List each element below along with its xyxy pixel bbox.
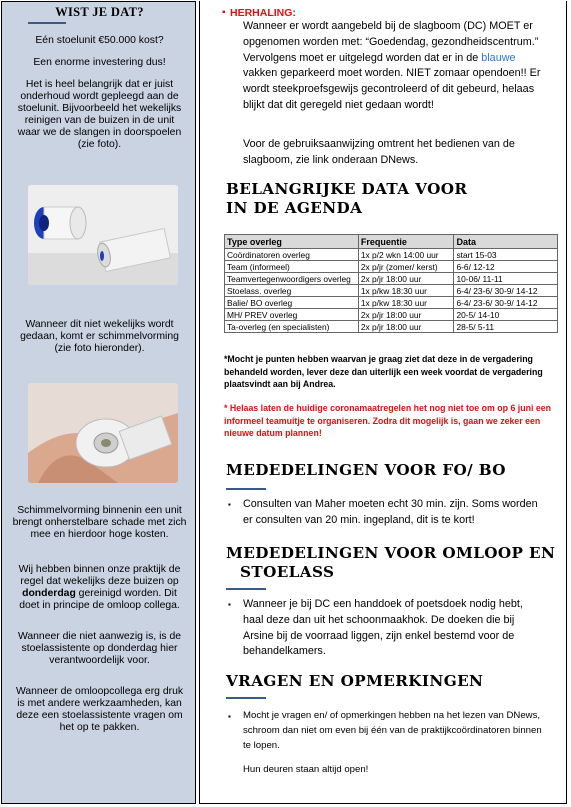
main-frame-right bbox=[566, 1, 567, 804]
sidebar-text-damage: Schimmelvorming binnenin een unit brengt onherstelbare schade met zich mee en hierdoor hoge kosten. bbox=[12, 505, 187, 540]
agenda-note: *Mocht je punten hebben waarvan je graag ziet dat deze in de vergadering behandeld worden, lever deze dan uiterlijk een week voordat de vergadering plaatsvindt aan bij Andrea. bbox=[224, 354, 543, 390]
table-cell: 2x p/jr (zomer/ kerst) bbox=[358, 261, 454, 273]
table-cell: 20-5/ 14-10 bbox=[454, 309, 558, 321]
agenda-table-header bbox=[225, 235, 558, 249]
vragen-bullet: ▪ bbox=[228, 712, 231, 721]
table-cell: Coördinatoren overleg bbox=[225, 249, 359, 261]
herhaling-heading: HERHALING: bbox=[230, 7, 296, 19]
sidebar-text-rule-bold: donderdag bbox=[22, 588, 76, 599]
sidebar-text-cost: Eén stoelunit €50.000 kost? bbox=[35, 35, 164, 46]
sidebar-text-omloop: Wanneer de omloopcollega erg druk is met andere werkzaamheden, kan deze een stoelassistente vragen om het op te pakken. bbox=[15, 686, 184, 733]
omloop-heading-line1: MEDEDELINGEN VOOR OMLOOP EN bbox=[226, 544, 556, 562]
herhaling-text-a: Wanneer er wordt aangebeld bij de slagboom (DC) MOET er opgenomen worden met: “Goedendag, gezondheidscentrum.” Vervolgens moet er uitgelegd worden dat er in de bbox=[243, 20, 539, 64]
herhaling-text bbox=[243, 19, 543, 114]
table-cell: Teamvertegenwoordigers overleg bbox=[225, 273, 359, 285]
sidebar-text-rule bbox=[12, 564, 187, 612]
table-cell: 2x p/jr 18:00 uur bbox=[358, 321, 454, 333]
fo-bo-text: Consulten van Maher moeten echt 30 min. zijn. Soms worden er consulten van 20 min. ingepland, dit is te kort! bbox=[243, 498, 538, 526]
vragen-text: Mocht je vragen en/ of opmerkingen hebben na het lezen van DNews, schroom dan niet om even bij één van de praktijkcoördinatoren binnen te lopen. bbox=[243, 710, 542, 751]
table-row bbox=[225, 321, 558, 333]
table-cell: 2x p/jr 18:00 uur bbox=[358, 309, 454, 321]
photo-unit-tubes-image bbox=[28, 185, 178, 285]
sidebar-text-rule-b: gereinigd worden. Dit doet in principe de omloop collega. bbox=[19, 588, 180, 611]
table-cell: 2x p/jr 18:00 uur bbox=[358, 273, 454, 285]
table-cell: MH/ PREV overleg bbox=[225, 309, 359, 321]
photo-mold bbox=[28, 383, 178, 483]
table-row bbox=[225, 261, 558, 273]
agenda-col-type: Type overleg bbox=[225, 235, 359, 249]
sidebar-text-responsible: Wanneer die niet aanwezig is, is de stoelassistente op donderdag hier verantwoordelijk voor. bbox=[17, 631, 182, 666]
table-cell: Ta-overleg (en specialisten) bbox=[225, 321, 359, 333]
table-cell: 1x p/kw 18:30 uur bbox=[358, 297, 454, 309]
vragen-heading: VRAGEN EN OPMERKINGEN bbox=[226, 672, 484, 690]
table-row bbox=[225, 285, 558, 297]
sidebar bbox=[1, 1, 196, 804]
table-row bbox=[225, 297, 558, 309]
sidebar-text-rule-a: Wij hebben binnen onze praktijk de regel dat wekelijks deze buizen op bbox=[18, 564, 181, 587]
table-row bbox=[225, 249, 558, 261]
corona-note: * Helaas laten de huidige coronamaatregelen het nog niet toe om op 6 juni een informeel teamuitje te organiseren. Zodra dit mogelijk is, gaan we zeker een nieuwe datum plannen! bbox=[224, 403, 552, 439]
vragen-rule bbox=[226, 697, 266, 699]
agenda-heading-line2: IN DE AGENDA bbox=[226, 199, 363, 217]
agenda-heading bbox=[226, 180, 467, 218]
photo-unit-tubes bbox=[28, 185, 178, 285]
agenda-table bbox=[224, 234, 558, 333]
herhaling-bullet: ▪ bbox=[222, 7, 226, 18]
omloop-rule bbox=[226, 588, 266, 590]
table-cell: 28-5/ 5-11 bbox=[454, 321, 558, 333]
table-cell: 6-4/ 23-6/ 30-9/ 14-12 bbox=[454, 297, 558, 309]
fo-bo-bullet: ▪ bbox=[228, 500, 231, 509]
table-cell: Team (informeel) bbox=[225, 261, 359, 273]
sidebar-text-maintenance: Het is heel belangrijk dat er juist onderhoud wordt gepleegd aan de stoelunit. Bijvoorbeeld het wekelijks reinigen van de buizen in de unit waar we de slangen in doorspoelen (zie foto). bbox=[17, 79, 182, 150]
table-row bbox=[225, 309, 558, 321]
sidebar-title: WIST JE DAT? bbox=[55, 5, 144, 19]
photo-mold-image bbox=[28, 383, 178, 483]
omloop-text: Wanneer je bij DC een handdoek of poetsdoek nodig hebt, haal deze dan uit het schoonmaakhok. De doeken die bij Arsine bij de voorraad liggen, zijn enkel bestemd voor de behandelkamers. bbox=[243, 598, 523, 658]
main-frame-bottom bbox=[199, 803, 567, 804]
omloop-heading-line2: STOELASS bbox=[240, 563, 335, 581]
fo-bo-rule bbox=[226, 488, 266, 490]
table-cell: 10-06/ 11-11 bbox=[454, 273, 558, 285]
agenda-col-frequency: Frequentie bbox=[358, 235, 454, 249]
table-row bbox=[225, 273, 558, 285]
table-cell: 1x p/kw 18:30 uur bbox=[358, 285, 454, 297]
herhaling-text-blue: blauwe bbox=[481, 51, 516, 64]
table-cell: Stoelass. overleg bbox=[225, 285, 359, 297]
fo-bo-heading: MEDEDELINGEN VOOR FO/ BO bbox=[226, 461, 506, 479]
agenda-col-date: Data bbox=[454, 235, 558, 249]
vragen-text-2: Hun deuren staan altijd open! bbox=[243, 764, 369, 775]
table-cell: Balie/ BO overleg bbox=[225, 297, 359, 309]
agenda-heading-line1: BELANGRIJKE DATA VOOR bbox=[226, 180, 468, 198]
sidebar-title-rule bbox=[28, 22, 66, 24]
table-cell: 1x p/2 wkn 14:00 uur bbox=[358, 249, 454, 261]
column-divider bbox=[199, 1, 200, 804]
table-cell: 6-6/ 12-12 bbox=[454, 261, 558, 273]
sidebar-text-investment: Een enorme investering dus! bbox=[33, 57, 166, 68]
omloop-heading bbox=[226, 544, 555, 582]
table-cell: start 15-03 bbox=[454, 249, 558, 261]
omloop-bullet: ▪ bbox=[228, 600, 231, 609]
sidebar-text-mold-warning: Wanneer dit niet wekelijks wordt gedaan, komt er schimmelvorming (zie foto hieronder). bbox=[20, 319, 179, 354]
herhaling-text-2: Voor de gebruiksaanwijzing omtrent het bedienen van de slagboom, zie link onderaan DNews. bbox=[243, 138, 515, 166]
table-cell: 6-4/ 23-6/ 30-9/ 14-12 bbox=[454, 285, 558, 297]
herhaling-text-b: vakken geparkeerd moet worden. NIET zomaar opendoen!! Er wordt steekproefsgewijs gecontroleerd of dit gebeurd, helaas blijkt dat dit geregeld niet gedaan wordt! bbox=[243, 67, 541, 111]
